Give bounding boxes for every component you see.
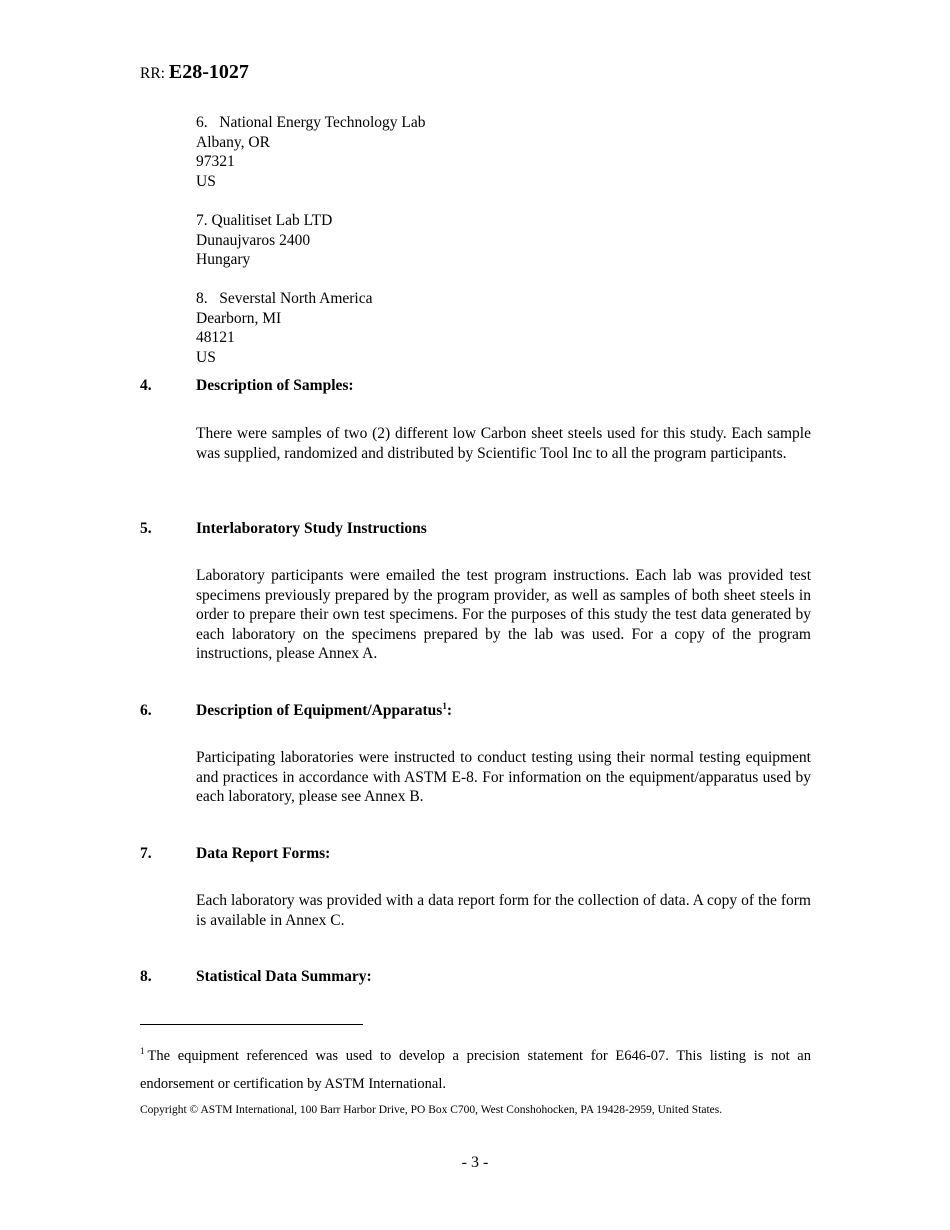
section-5-number: 5. bbox=[140, 520, 152, 537]
section-7-number: 7. bbox=[140, 845, 152, 862]
section-5-title: Interlaboratory Study Instructions bbox=[196, 520, 427, 537]
section-7-body: Each laboratory was provided with a data report form for the collection of data. A copy of the form is available in Annex C. bbox=[196, 892, 811, 929]
section-6-title-text: Description of Equipment/Apparatus bbox=[196, 702, 443, 719]
address-line: Albany, OR bbox=[196, 133, 270, 151]
section-6-body: Participating laboratories were instructed to conduct testing using their normal testing equipment and practices in accordance with ASTM E-8. For information on the equipment/apparatus used by each laboratory, please see Annex B. bbox=[196, 749, 811, 806]
section-4-number: 4. bbox=[140, 377, 152, 394]
footnote-reference: 1 bbox=[442, 701, 447, 711]
section-6-title bbox=[196, 701, 452, 721]
header-prefix: RR: bbox=[140, 65, 165, 82]
footnote bbox=[140, 1042, 811, 1098]
section-4-body: There were samples of two (2) different low Carbon sheet steels used for this study. Each sample was supplied, randomized and distributed by Scientific Tool Inc to all the program participants. bbox=[196, 425, 811, 462]
section-8-number: 8. bbox=[140, 968, 152, 985]
section-6-title-colon: : bbox=[446, 702, 452, 719]
report-code: E28-1027 bbox=[168, 61, 249, 83]
section-8-title: Statistical Data Summary: bbox=[196, 968, 372, 985]
section-4-title: Description of Samples: bbox=[196, 377, 354, 394]
report-header bbox=[140, 60, 249, 86]
page-number: - 3 - bbox=[461, 1154, 489, 1171]
copyright-notice: Copyright © ASTM International, 100 Barr Harbor Drive, PO Box C700, West Conshohocken, PA 19428-2959, United States. bbox=[140, 1104, 723, 1116]
footnote-divider bbox=[140, 1024, 363, 1025]
footnote-marker: 1 bbox=[140, 1046, 145, 1056]
section-5-body: Laboratory participants were emailed the test program instructions. Each lab was provided test specimens previously prepared by the program provider, as well as samples of both sheet steels in order to prepare their own test specimens. For the purposes of this study the test data generated by each laboratory on the specimens prepared by the lab was used. For a copy of the program instructions, please Annex A. bbox=[196, 567, 811, 663]
address-line: Hungary bbox=[196, 251, 251, 269]
address-line: 48121 bbox=[196, 329, 235, 347]
address-line: Dearborn, MI bbox=[196, 309, 282, 327]
address-line: 8. Severstal North America bbox=[196, 290, 373, 307]
address-line: 7. Qualitiset Lab LTD bbox=[196, 212, 333, 229]
section-6-number: 6. bbox=[140, 702, 152, 719]
address-line: 97321 bbox=[196, 153, 235, 171]
address-block-6 bbox=[196, 113, 696, 191]
address-block-8 bbox=[196, 289, 696, 367]
footnote-text: The equipment referenced was used to develop a precision statement for E646-07. This listing is not an endorsement or certification by ASTM International. bbox=[140, 1048, 811, 1092]
address-line: US bbox=[196, 172, 216, 190]
address-line: Dunaujvaros 2400 bbox=[196, 231, 311, 249]
address-line: US bbox=[196, 348, 216, 366]
address-block-7 bbox=[196, 211, 696, 270]
address-line: 6. National Energy Technology Lab bbox=[196, 114, 426, 131]
section-7-title: Data Report Forms: bbox=[196, 845, 331, 862]
